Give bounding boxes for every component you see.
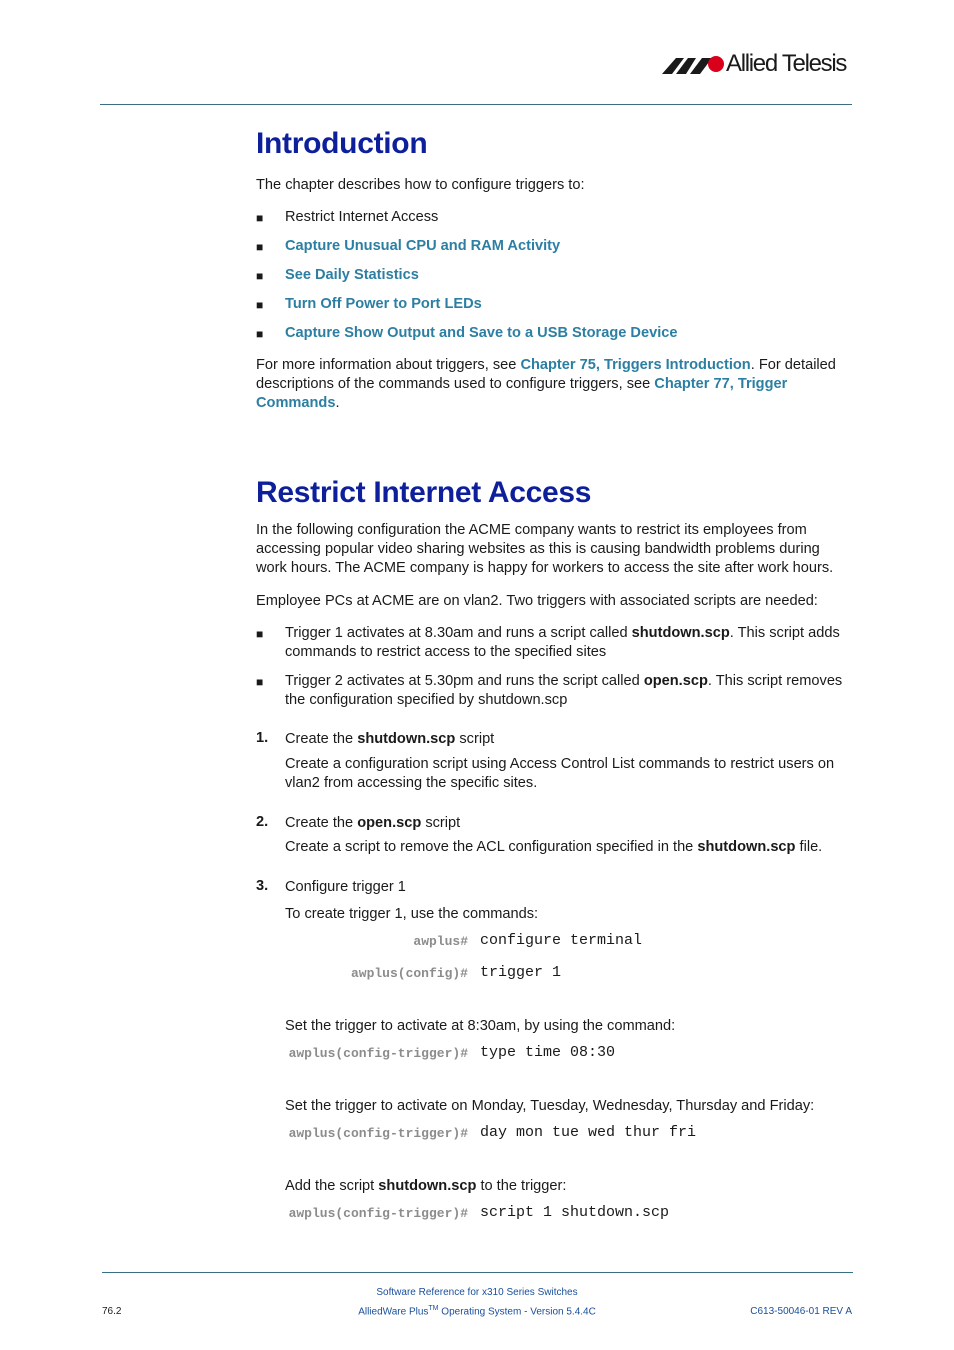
- time-desc: Set the trigger to activate at 8:30am, by using the command:: [285, 1018, 676, 1034]
- link-chapter-75[interactable]: Chapter 75, Triggers Introduction: [520, 357, 751, 373]
- cli-command: day mon tue wed thur fri: [480, 1124, 697, 1141]
- bullet-trigger2: Trigger 2 activates at 5.30pm and runs the script called open.scp. This script removes the configuration specified by shutdown.scp: [285, 673, 843, 708]
- bullet-icon: ■: [256, 240, 264, 254]
- footer-rule: [102, 1272, 853, 1273]
- restrict-para1: In the following configuration the ACME company wants to restrict its employees from accessing popular video sharing websites as this is causing bandwidth problems during work hours. The ACME company is happy for workers to access the site after work hours.: [256, 522, 834, 576]
- link-capture-cpu-ram[interactable]: Capture Unusual CPU and RAM Activity: [285, 238, 561, 254]
- link-usb-output[interactable]: Capture Show Output and Save to a USB Storage Device: [285, 325, 678, 341]
- cli-command: type time 08:30: [480, 1044, 616, 1061]
- bullet-icon: ■: [256, 627, 264, 641]
- link-port-leds[interactable]: Turn Off Power to Port LEDs: [285, 296, 482, 312]
- link-chapter-77[interactable]: Chapter 77, Trigger Commands: [256, 376, 788, 411]
- bullet-icon: ■: [256, 327, 264, 341]
- step-number: 3.: [256, 878, 269, 894]
- cli-prompt: awplus(config-trigger)#: [288, 1126, 468, 1141]
- step-number: 2.: [256, 814, 269, 830]
- bullet-icon: ■: [256, 298, 264, 312]
- restrict-para2: Employee PCs at ACME are on vlan2. Two triggers with associated scripts are needed:: [256, 593, 818, 609]
- logo-mark-icon: [662, 50, 726, 78]
- footer-version: AlliedWare Plus™ Operating System - Version 5.4.4C: [358, 1305, 596, 1318]
- list-item-restrict: Restrict Internet Access: [285, 209, 439, 225]
- step2-desc: Create a script to remove the ACL configuration specified in the shutdown.scp file.: [285, 839, 823, 855]
- cli-command: script 1 shutdown.scp: [480, 1204, 670, 1221]
- step1-title: Create the shutdown.scp script: [285, 731, 495, 747]
- bullet-icon: ■: [256, 675, 264, 689]
- restrict-heading: Restrict Internet Access: [256, 476, 592, 509]
- step3-desc: To create trigger 1, use the commands:: [285, 906, 539, 922]
- cli-prompt: awplus(config-trigger)#: [288, 1046, 468, 1061]
- cli-command: configure terminal: [480, 932, 643, 949]
- logo-text: Allied Telesis: [726, 50, 847, 77]
- page-number: 76.2: [102, 1306, 122, 1317]
- script-desc: Add the script shutdown.scp to the trigger:: [285, 1178, 567, 1194]
- bullet-icon: ■: [256, 269, 264, 283]
- introduction-heading: Introduction: [256, 127, 428, 160]
- allied-telesis-logo: [662, 50, 854, 78]
- footer-title: Software Reference for x310 Series Switches: [376, 1287, 578, 1298]
- cli-prompt: awplus#: [413, 934, 468, 949]
- step2-title: Create the open.scp script: [285, 815, 461, 831]
- bullet-trigger1: Trigger 1 activates at 8.30am and runs a script called shutdown.scp. This script adds commands to restrict access to the specified sites: [285, 625, 840, 660]
- header-rule: [100, 104, 852, 105]
- document-id: C613-50046-01 REV A: [750, 1306, 852, 1317]
- bullet-icon: ■: [256, 211, 264, 225]
- intro-more-info: For more information about triggers, see Chapter 75, Triggers Introduction. For detailed descriptions of the commands used to configure triggers, see Chapter 77, Trigger Commands.: [256, 357, 836, 411]
- step-number: 1.: [256, 730, 269, 746]
- cli-prompt: awplus(config-trigger)#: [288, 1206, 468, 1221]
- link-daily-statistics[interactable]: See Daily Statistics: [285, 267, 419, 283]
- day-desc: Set the trigger to activate on Monday, Tuesday, Wednesday, Thursday and Friday:: [285, 1098, 815, 1114]
- intro-lead: The chapter describes how to configure triggers to:: [256, 177, 585, 193]
- step3-title: Configure trigger 1: [285, 879, 406, 895]
- cli-prompt: awplus(config)#: [350, 966, 468, 981]
- cli-command: trigger 1: [480, 964, 562, 981]
- step1-desc: Create a configuration script using Access Control List commands to restrict users on vlan2 from accessing the specific sites.: [285, 756, 835, 791]
